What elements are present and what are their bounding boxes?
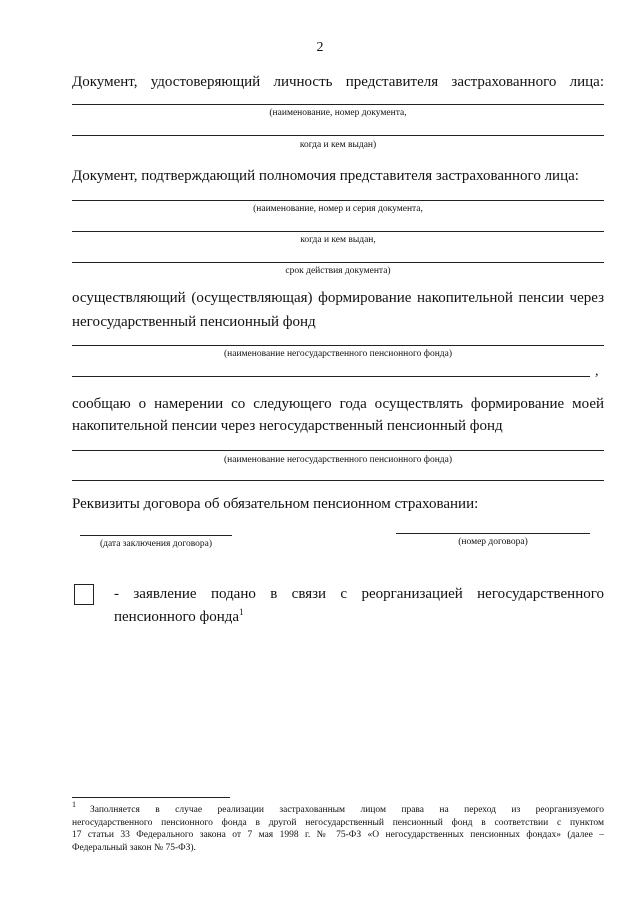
- contract-date-line[interactable]: [80, 535, 232, 536]
- footnote-reference: 1: [239, 607, 244, 617]
- rep-identity-issued-line[interactable]: [72, 135, 604, 136]
- reorganization-text-line2-value: пенсионного фонда: [114, 609, 240, 625]
- new-fund-name-line-2[interactable]: [72, 480, 604, 481]
- contract-number-label: (номер договора): [458, 537, 528, 547]
- rep-identity-name-line[interactable]: [72, 104, 604, 105]
- current-fund-text-line2: негосударственный пенсионный фонд: [72, 314, 316, 330]
- rep-authority-validity-line[interactable]: [72, 262, 604, 263]
- footnote-text: [72, 804, 604, 854]
- footnote-line-4: Федеральный закон № 75-ФЗ).: [72, 842, 196, 853]
- footnote-line-1: Заполняется в случае реализации застрахованным лицом права на переход из реорганизуемого: [90, 805, 604, 815]
- footnote-line-3: 17 статьи 33 Федерального закона от 7 мая 1998 г. № 75-ФЗ «О негосударственных пенсионных фондах» (далее –: [72, 830, 604, 840]
- rep-identity-name-label: (наименование, номер документа,: [269, 108, 407, 118]
- current-fund-name-label: (наименование негосударственного пенсионного фонда): [224, 349, 452, 359]
- current-fund-name-line[interactable]: [72, 345, 604, 346]
- new-fund-text-line2: накопительной пенсии через негосударственный пенсионный фонд: [72, 418, 503, 434]
- rep-authority-validity-label: срок действия документа): [285, 266, 391, 276]
- page-number: 2: [316, 40, 324, 55]
- reorganization-checkbox[interactable]: [74, 584, 94, 605]
- rep-identity-heading: Документ, удостоверяющий личность представителя застрахованного лица:: [72, 74, 604, 90]
- reorganization-text-line2: [114, 605, 244, 629]
- contract-heading: Реквизиты договора об обязательном пенсионном страховании:: [72, 496, 479, 512]
- rep-authority-name-line[interactable]: [72, 200, 604, 201]
- footnote-separator: [72, 797, 230, 798]
- contract-date-label: (дата заключения договора): [99, 539, 213, 549]
- current-fund-text-line1: осуществляющий (осуществляющая) формирование накопительной пенсии через: [72, 290, 604, 306]
- rep-authority-name-label: (наименование, номер и серия документа,: [253, 204, 423, 214]
- rep-authority-issued-line[interactable]: [72, 231, 604, 232]
- current-fund-name-line-2[interactable]: [72, 376, 590, 377]
- rep-authority-heading: Документ, подтверждающий полномочия представителя застрахованного лица:: [72, 168, 579, 184]
- current-fund-comma: ,: [595, 364, 599, 379]
- rep-authority-issued-label: когда и кем выдан,: [300, 235, 376, 245]
- new-fund-name-line[interactable]: [72, 450, 604, 451]
- footnote-marker: 1: [72, 800, 76, 809]
- footnote-line-2: негосударственного пенсионного фонда в другой негосударственный пенсионный фонд в соответствии с пунктом: [72, 817, 604, 828]
- new-fund-name-label: (наименование негосударственного пенсионного фонда): [224, 455, 452, 465]
- rep-identity-issued-label: когда и кем выдан): [299, 140, 377, 150]
- contract-number-line[interactable]: [396, 533, 590, 534]
- new-fund-text-line1: сообщаю о намерении со следующего года осуществлять формирование моей: [72, 396, 604, 412]
- reorganization-text-line1: - заявление подано в связи с реорганизацией негосударственного: [114, 586, 604, 602]
